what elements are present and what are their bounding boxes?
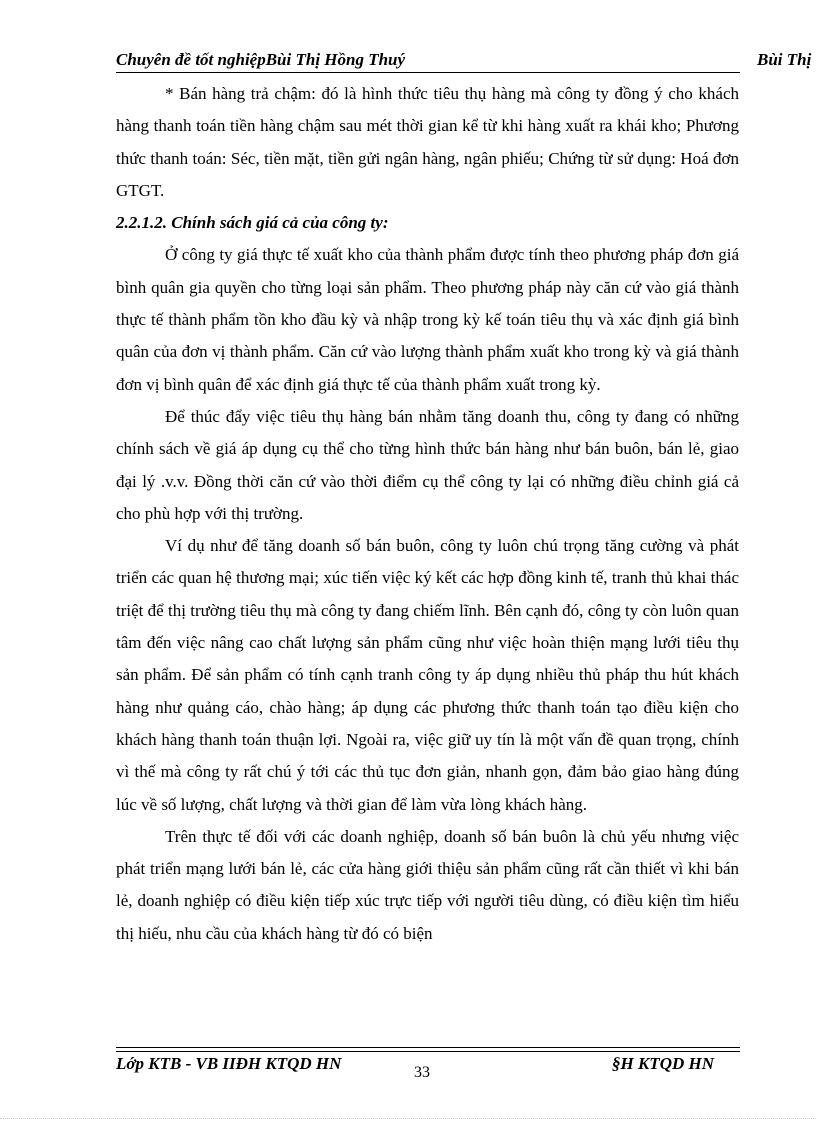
footer-divider-top [116,1047,740,1048]
paragraph-pricing-policy: Để thúc đẩy việc tiêu thụ hàng bán nhằm tăng doanh thu, công ty đang có những chính sách về giá áp dụng cụ thể cho từng hình thức bán hàng như bán buôn, bán lẻ, giao đại lý .v.v. Đồng thời căn cứ vào thời điểm cụ thể công ty lại có những điều chỉnh giá cả cho phù hợp với thị trường. [116,406,739,523]
footer-divider-bottom [116,1051,740,1052]
header-title: Chuyên đề tốt nghiệpBùi Thị Hồng Thuý [116,50,406,69]
paragraph-retail-network: Trên thực tế đối với các doanh nghiệp, doanh số bán buôn là chủ yếu nhưng việc phát triển mạng lưới bán lẻ, các cửa hàng giới thiệu sản phẩm cũng rất cần thiết vì khi bán lẻ, doanh nghiệp có điều kiện tiếp xúc trực tiếp với người tiêu dùng, có điều kiện tìm hiểu thị hiếu, nhu cầu của khách hàng từ đó có biện [116,826,739,943]
header-author: Bùi Thị [757,50,812,69]
page-header [116,50,816,74]
section-heading: 2.2.1.2. Chính sách giá cả của công ty: [116,213,389,233]
page-edge [0,1118,816,1119]
footer-university: §H KTQD HN [612,1054,714,1073]
paragraph-wholesale-example: Ví dụ như để tăng doanh số bán buôn, công ty luôn chú trọng tăng cường và phát triển các quan hệ thương mại; xúc tiến việc ký kết các hợp đồng kinh tế, tranh thủ khai thác triệt để thị trường tiêu thụ mà công ty đang chiếm lĩnh. Bên cạnh đó, công ty còn luôn quan tâm đến việc nâng cao chất lượng sản phẩm cũng như việc hoàn thiện mạng lưới tiêu thụ sản phẩm. Để sản phẩm có tính cạnh tranh công ty áp dụng nhiều thủ pháp thu hút khách hàng như quảng cáo, chào hàng; áp dụng các phương thức thanh toán tạo điều kiện cho khách hàng thanh toán thuận lợi. Ngoài ra, việc giữ uy tín là một vấn đề quan trọng, chính vì thế mà công ty rất chú ý tới các thủ tục đơn giản, nhanh gọn, đảm bảo giao hàng đúng lúc về số lượng, chất lượng và thời gian để làm vừa lòng khách hàng. [116,536,739,814]
paragraph-deferred-sales: * Bán hàng trả chậm: đó là hình thức tiêu thụ hàng mà công ty đồng ý cho khách hàng thanh toán tiền hàng chậm sau mét thời gian kể từ khi hàng xuất ra khái kho; Phương thức thanh toán: Séc, tiền mặt, tiền gửi ngân hàng, ngân phiếu; Chứng từ sử dụng: Hoá đơn GTGT. [116,84,739,200]
page-number: 33 [414,1064,430,1081]
footer-class: Lớp KTB - VB IIĐH KTQD HN [116,1054,342,1073]
header-divider [116,72,740,73]
document-body [116,78,739,950]
paragraph-pricing-method: Ở công ty giá thực tế xuất kho của thành phẩm được tính theo phương pháp đơn giá bình quân gia quyền cho từng loại sản phẩm. Theo phương pháp này căn cứ vào giá thành thực tế thành phẩm tồn kho đầu kỳ và nhập trong kỳ kế toán tiêu thụ và xác định giá bình quân của đơn vị thành phẩm. Căn cứ vào lượng thành phẩm xuất kho trong kỳ và giá thành đơn vị bình quân để xác định giá thực tế của thành phẩm xuất trong kỳ. [116,245,739,394]
